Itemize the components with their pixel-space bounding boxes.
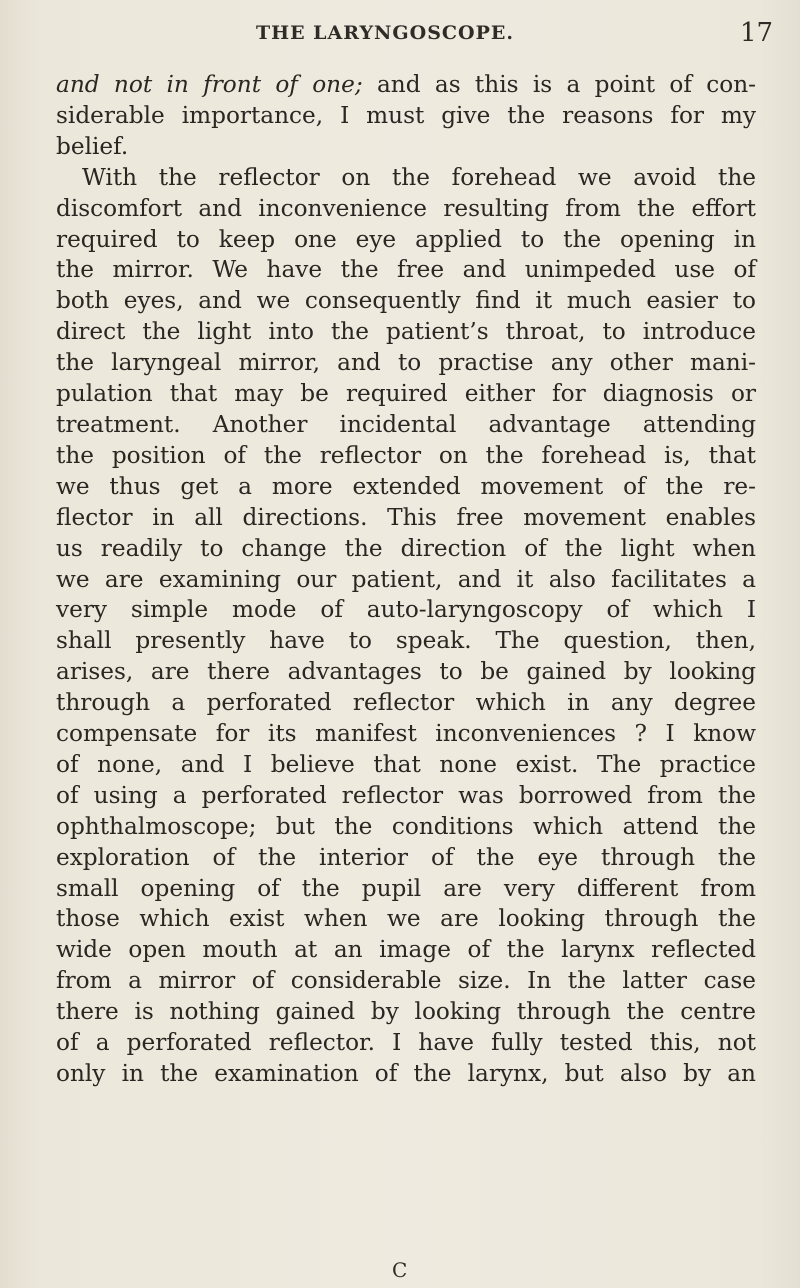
text-line: from a mirror of considerable size. In the latter case	[56, 967, 756, 995]
text-line: compensate for its manifest inconveniences ? I know	[56, 720, 756, 748]
text-line: With the reflector on the forehead we avoid the	[82, 163, 756, 191]
text-line: only in the examination of the larynx, but also by an	[56, 1060, 756, 1087]
text-line: wide open mouth at an image of the larynx reflected	[56, 936, 756, 964]
text-line: ophthalmoscope; but the conditions which attend the	[56, 812, 756, 840]
signature-mark: C	[392, 1258, 408, 1282]
text-line: arises, are there advantages to be gained by looking	[56, 658, 756, 686]
text-line: required to keep one eye applied to the opening in	[56, 225, 756, 253]
text-line: there is nothing gained by looking through the centre	[56, 998, 756, 1026]
text-line: through a perforated reflector which in any degree	[56, 689, 756, 717]
text-line: very simple mode of auto-laryngoscopy of which I	[56, 596, 756, 624]
text-line: of using a perforated reflector was borrowed from the	[56, 781, 756, 809]
text-line: belief.	[56, 132, 129, 160]
text-line: exploration of the interior of the eye through the	[56, 843, 756, 871]
italic-phrase: and not in front of one;	[56, 71, 363, 98]
text-line: the position of the reflector on the forehead is, that	[56, 441, 756, 469]
text-line: both eyes, and we consequently find it much easier to	[56, 287, 756, 315]
text-line: direct the light into the patient’s throat, to introduce	[56, 318, 756, 346]
running-head: THE LARYNGOSCOPE.	[256, 22, 514, 44]
page-number: 17	[740, 18, 774, 48]
body-text	[56, 70, 756, 1090]
text-line: shall presently have to speak. The question, then,	[56, 627, 756, 655]
text-line: small opening of the pupil are very different from	[56, 874, 756, 902]
text-fragment: and as this is a point of con-	[362, 71, 756, 98]
text-line	[56, 70, 756, 101]
text-line: we thus get a more extended movement of the re-	[56, 472, 756, 500]
text-line: the laryngeal mirror, and to practise any other mani-	[56, 349, 756, 377]
text-line: we are examining our patient, and it also facilitates a	[56, 565, 756, 593]
text-line: the mirror. We have the free and unimpeded use of	[56, 256, 756, 284]
text-line: of none, and I believe that none exist. The practice	[56, 750, 756, 778]
text-line: of a perforated reflector. I have fully tested this, not	[56, 1029, 756, 1057]
text-line: discomfort and inconvenience resulting from the effort	[56, 194, 756, 222]
text-line: pulation that may be required either for diagnosis or	[56, 380, 756, 408]
text-line: those which exist when we are looking through the	[56, 905, 756, 933]
text-line: siderable importance, I must give the reasons for my	[56, 101, 756, 129]
text-line: us readily to change the direction of the light when	[56, 534, 756, 562]
text-line: treatment. Another incidental advantage attending	[56, 410, 756, 438]
text-line: flector in all directions. This free movement enables	[56, 503, 756, 531]
